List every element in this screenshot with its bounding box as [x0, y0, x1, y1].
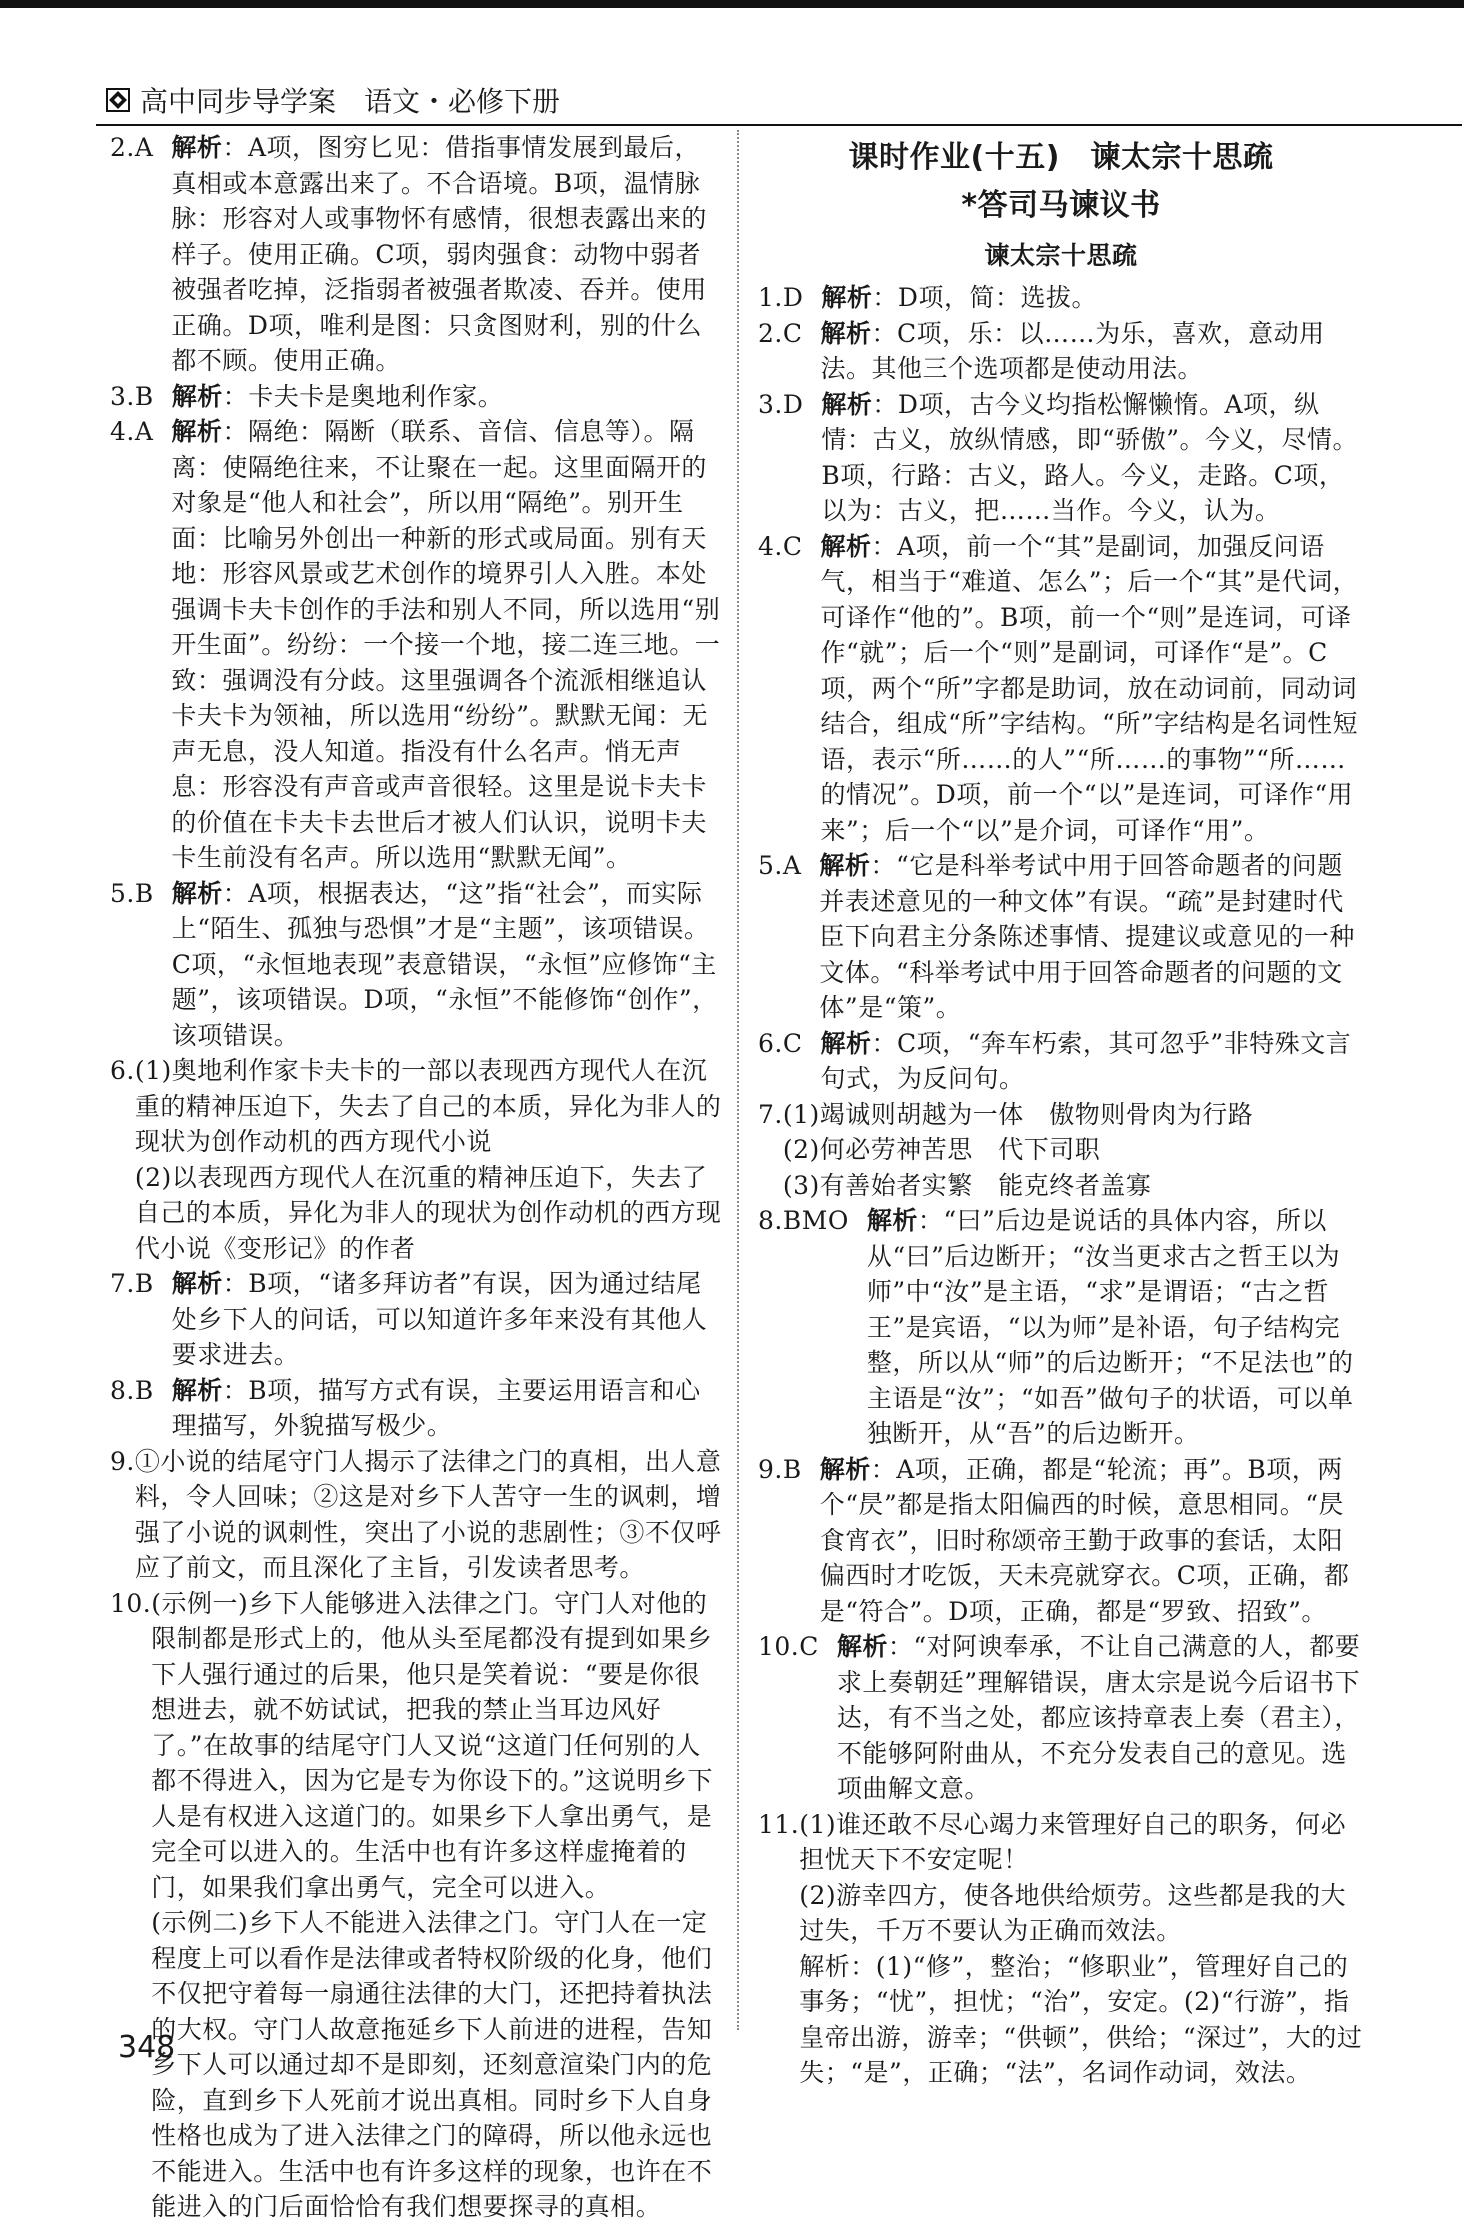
- answer-item: [758, 848, 1364, 1026]
- answer-text: (1)谁还敢不尽心竭力来管理好自己的职务，何必担忧天下不安定呢！: [799, 1809, 1347, 1874]
- answer-body: [172, 876, 722, 1054]
- column-divider: [737, 130, 739, 2030]
- answer-item: [758, 1097, 1364, 1204]
- answer-text: ：A项，正确，都是“轮流；再”。B项，两个“昃”都是指太阳偏西的时候，意思相同。“昃食宵衣”，旧时称颂帝王勤于政事的套话，太阳偏西时才吃饭，天未亮就穿衣。C项，正确，都是“符合”。D项，正确，都是“罗致、招致”。: [819, 1454, 1350, 1626]
- answer-number: 11.: [758, 1809, 800, 1839]
- answer-body: [821, 387, 1364, 529]
- answer-item: [758, 1452, 1364, 1630]
- answer-text: (2)以表现西方现代人在沉重的精神压迫下，失去了自己的本质，异化为非人的现状为创作动机的西方现代小说《变形记》的作者: [134, 1162, 722, 1263]
- answer-paragraph: [820, 1452, 1364, 1630]
- book-title: 高中同步导学案 语文・必修下册: [140, 85, 561, 118]
- answer-text: (2)游幸四方，使各地供给烦劳。这些都是我的大过失，千万不要认为正确而效法。: [799, 1880, 1347, 1945]
- answer-number: 5.A: [758, 851, 802, 880]
- answer-text: (1)奥地利作家卡夫卡的一部以表现西方现代人在沉重的精神压迫下，失去了自己的本质，异化为非人的现状为创作动机的西方现代小说: [134, 1056, 722, 1156]
- answer-body: [171, 130, 722, 379]
- answer-item: [758, 280, 1364, 316]
- answer-text: ：“对阿谀奉承，不让自己满意的人，都要求上奏朝廷”理解错误，唐太宗是说今后诏书下达，有不当之处，都应该持章表上奏（君主），不能够阿附曲从，不充分发表自己的意见。选项曲解文意。: [836, 1632, 1361, 1803]
- answer-number: 5.B: [110, 878, 154, 908]
- answer-paragraph: [172, 1266, 722, 1373]
- right-answer-list: [758, 280, 1364, 2091]
- answer-paragraph: [172, 379, 722, 415]
- answer-paragraph: [799, 1807, 1364, 1878]
- answer-number: 2.A: [110, 133, 154, 162]
- analysis-label: 解析: [820, 318, 872, 348]
- answer-paragraph: [820, 529, 1364, 849]
- answer-text: (示例二)乡下人不能进入法律之门。守门人在一定程度上可以看作是法律或者特权阶级的化身，他们不仅把守着每一扇通往法律的大门，还把持着执法的大权。守门人故意拖延乡下人前进的进程，告知乡下人可以通过却不是即刻，还刻意渲染门内的危险，直到乡下人死前才说出真相。同时乡下人自身性格也成为了进入法律之门的障碍，所以他永远也不能进入。生活中也有许多这样的现象，也许在不能进入的门后面恰恰有我们想要探寻的真相。: [151, 1908, 713, 2221]
- analysis-label: 解析: [819, 851, 871, 880]
- answer-item: [110, 1444, 722, 1586]
- answer-number: 6.: [110, 1056, 135, 1085]
- answer-text: ：“曰”后边是说话的具体内容，所以从“曰”后边断开；“汝当更求古之哲王以为师”中“汝”是主语，“求”是谓语；“古之哲王”是宾语，“以为师”是补语，句子结构完整，所以从“师”的后边断开；“不足法也”的主语是“汝”；“如吾”做句子的状语，可以单独断开，从“吾”的后边断开。: [866, 1206, 1354, 1448]
- analysis-label: 解析: [171, 133, 223, 162]
- answer-number: 8.BMO: [758, 1206, 849, 1235]
- answer-number: 4.C: [758, 531, 803, 561]
- answer-item: [110, 876, 722, 1054]
- answer-body: [867, 1203, 1364, 1452]
- answer-body: [819, 848, 1364, 1026]
- answer-paragraph: [799, 1878, 1364, 1949]
- answer-item: [110, 379, 722, 415]
- answer-paragraph: [172, 1373, 722, 1444]
- answer-item: [758, 1026, 1364, 1097]
- analysis-label: 解析: [171, 878, 223, 908]
- answer-text: ：C项，“奔车朽索，其可忽乎”非特殊文言句式，为反问句。: [820, 1028, 1352, 1093]
- answer-text: ：D项，古今义均指松懈懒惰。A项，纵情：古义，放纵情感，即“骄傲”。今义，尽情。B项，行路：古义，路人。今义，走路。C项，以为：古义，把……当作。今义，认为。: [821, 389, 1358, 525]
- page-number: 348: [118, 2030, 176, 2065]
- answer-body: [135, 1444, 722, 1586]
- lesson-subtitle: *答司马谏议书: [961, 188, 1161, 223]
- answer-number: 9.B: [758, 1454, 802, 1484]
- answer-text: 解析：(1)“修”，整治；“修职业”，管理好自己的事务；“忧”，担忧；“治”，安定。(2)“行游”，指皇帝出游，游幸；“供顿”，供给；“深过”，大的过失；“是”，正确；“法”，名词作动词，效法。: [799, 1951, 1363, 2087]
- analysis-label: 解析: [821, 283, 873, 312]
- answer-number: 7.: [758, 1099, 783, 1129]
- answer-number: 10.: [110, 1588, 152, 1618]
- answer-paragraph: [783, 1132, 1364, 1168]
- answer-body: [172, 1266, 722, 1373]
- analysis-label: 解析: [866, 1206, 918, 1235]
- answer-item: [758, 1203, 1364, 1452]
- answer-paragraph: [172, 876, 722, 1054]
- answer-text: ①小说的结尾守门人揭示了法律之门的真相，出人意料，令人回味；②这是对乡下人苦守一生的讽刺，增强了小说的讽刺性，突出了小说的悲剧性；③不仅呼应了前文，而且深化了主旨，引发读者思考。: [134, 1446, 722, 1582]
- answer-paragraph: [151, 1586, 722, 1906]
- answer-text: ：A项，前一个“其”是副词，加强反问语气，相当于“难道、怎么”；后一个“其”是代词，可译作“他的”。B项，前一个“则”是连词，可译作“就”；后一个“则”是副词，可译作“是”。C项，两个“所”字都是助词，放在动词前，同动词结合，组成“所”字结构。“所”字结构是名词性短语，表示“所……的人”“所……的事物”“所……的情况”。D项，前一个“以”是连词，可译作“用来”；后一个“以”是介词，可译作“用”。: [820, 531, 1359, 845]
- right-column: [758, 130, 1364, 2091]
- answer-item: [758, 387, 1364, 529]
- answer-body: [151, 1586, 722, 2225]
- answer-text: (示例一)乡下人能够进入法律之门。守门人对他的限制都是形式上的，他从头至尾都没有提到如果乡下人强行通过的后果，他只是笑着说：“要是你很想进去，就不妨试试，把我的禁止当耳边风好了。”在故事的结尾守门人又说“这道门任何别的人都不得进入，因为它是专为你设下的。”这说明乡下人是有权进入这道门的。如果乡下人拿出勇气，是完全可以进入的。生活中也有许多这样虚掩着的门，如果我们拿出勇气，完全可以进入。: [151, 1588, 714, 1902]
- answer-body: [821, 280, 1364, 316]
- section-title: 谏太宗十思疏: [984, 241, 1138, 270]
- answer-text: ：“它是科举考试中用于回答命题者的问题并表述意见的一种文体”有误。“疏”是封建时代臣下向君主分条陈述事情、提建议或意见的一种文体。“科举考试中用于回答命题者的问题的文体”是“策”。: [819, 851, 1355, 1022]
- answer-text: ：C项，乐：以……为乐，喜欢，意动用法。其他三个选项都是使动用法。: [820, 318, 1325, 383]
- answer-text: ：D项，简：选拔。: [872, 283, 1097, 312]
- answer-text: ：B项，“诸多拜访者”有误，因为通过结尾处乡下人的问话，可以知道许多年来没有其他人要求进去。: [171, 1269, 708, 1369]
- answer-paragraph: [799, 1949, 1364, 2091]
- analysis-label: 解析: [171, 1375, 223, 1405]
- answer-item: [758, 1629, 1364, 1807]
- answer-body: [837, 1629, 1364, 1807]
- answer-text: ：A项，图穷匕见：借指事情发展到最后，真相或本意露出来了。不合语境。B项，温情脉脉：形容对人或事物怀有感情，很想表露出来的样子。使用正确。C项，弱肉强食：动物中弱者被强者吃掉，泛指弱者被强者欺凌、吞并。使用正确。D项，唯利是图：只贪图财利，别的什么都不顾。使用正确。: [171, 133, 707, 375]
- answer-body: [820, 316, 1364, 387]
- answer-paragraph: [820, 316, 1364, 387]
- answer-item: [110, 1586, 722, 2225]
- answer-item: [110, 1373, 722, 1444]
- answer-text: ：A项，根据表达，“这”指“社会”，而实际上“陌生、孤独与恐惧”才是“主题”，该项错误。C项，“永恒地表现”表意错误，“永恒”应修饰“主题”，该项错误。D项，“永恒”不能修饰“创作”，该项错误。: [171, 878, 718, 1050]
- answer-body: [783, 1097, 1364, 1204]
- page-header: [106, 80, 560, 120]
- answer-number: 1.D: [758, 283, 804, 312]
- analysis-label: 解析: [171, 417, 223, 446]
- answer-paragraph: [783, 1168, 1364, 1204]
- answer-paragraph: [819, 848, 1364, 1026]
- answer-text: ：卡夫卡是奥地利作家。: [222, 381, 504, 411]
- answer-paragraph: [151, 1905, 722, 2225]
- analysis-label: 解析: [820, 1028, 872, 1058]
- answer-paragraph: [135, 1444, 722, 1586]
- answer-body: [820, 529, 1364, 849]
- answer-paragraph: [783, 1097, 1364, 1133]
- answer-item: [110, 130, 722, 379]
- answer-item: [758, 1807, 1364, 2091]
- answer-paragraph: [171, 414, 722, 876]
- answer-item: [110, 414, 722, 876]
- left-column: [110, 130, 722, 2225]
- analysis-label: 解析: [821, 389, 873, 419]
- answer-body: [820, 1026, 1364, 1097]
- answer-paragraph: [820, 1026, 1364, 1097]
- answer-paragraph: [837, 1629, 1364, 1807]
- header-rule: [96, 124, 1462, 126]
- answer-paragraph: [171, 130, 722, 379]
- answer-body: [820, 1452, 1364, 1630]
- analysis-label: 解析: [836, 1632, 888, 1661]
- answer-number: 8.B: [110, 1375, 154, 1405]
- answer-body: [171, 414, 722, 876]
- analysis-label: 解析: [820, 531, 872, 561]
- top-border: [0, 0, 1464, 8]
- answer-item: [110, 1266, 722, 1373]
- answer-number: 3.D: [758, 389, 804, 419]
- answer-text: (2)何必劳神苦思 代下司职: [782, 1135, 1101, 1164]
- answer-number: 9.: [110, 1446, 135, 1476]
- lesson-title: 课时作业(十五) 谏太宗十思疏: [848, 140, 1274, 175]
- analysis-label: 解析: [171, 1269, 223, 1298]
- answer-paragraph: [867, 1203, 1364, 1452]
- answer-item: [758, 316, 1364, 387]
- answer-number: 4.A: [110, 417, 154, 446]
- answer-body: [135, 1053, 722, 1266]
- answer-item: [758, 529, 1364, 849]
- answer-number: 6.C: [758, 1028, 803, 1058]
- answer-text: ：B项，描写方式有误，主要运用语言和心理描写，外貌描写极少。: [171, 1375, 701, 1440]
- answer-item: [110, 1053, 722, 1266]
- answer-body: [799, 1807, 1364, 2091]
- answer-number: 3.B: [110, 381, 154, 411]
- answer-number: 7.B: [110, 1269, 154, 1298]
- analysis-label: 解析: [171, 381, 223, 411]
- answer-text: (1)竭诚则胡越为一体 傲物则骨肉为行路: [782, 1099, 1254, 1129]
- answer-paragraph: [135, 1160, 722, 1267]
- answer-number: 10.C: [758, 1632, 819, 1661]
- diamond-logo-icon: [106, 88, 130, 112]
- answer-text: ：隔绝：隔断（联系、音信、信息等）。隔离：使隔绝往来，不让聚在一起。这里面隔开的对象是“他人和社会”，所以用“隔绝”。别开生面：比喻另外创出一种新的形式或局面。别有天地：形容风景或艺术创作的境界引人入胜。本处强调卡夫卡创作的手法和别人不同，所以选用“别开生面”。纷纷：一个接一个地，接二连三地。一致：强调没有分歧。这里强调各个流派相继追认卡夫卡为领袖，所以选用“纷纷”。默默无闻：无声无息，没人知道。指没有什么名声。悄无声息：形容没有声音或声音很轻。这里是说卡夫卡的价值在卡夫卡去世后才被人们认识，说明卡夫卡生前没有名声。所以选用“默默无闻”。: [171, 417, 721, 872]
- answer-body: [172, 1373, 722, 1444]
- analysis-label: 解析: [819, 1454, 871, 1484]
- answer-text: (3)有善始者实繁 能克终者盖寡: [782, 1170, 1152, 1200]
- answer-paragraph: [821, 387, 1364, 529]
- answer-body: [172, 379, 722, 415]
- answer-paragraph: [135, 1053, 722, 1160]
- answer-number: 2.C: [758, 318, 803, 348]
- answer-paragraph: [821, 280, 1364, 316]
